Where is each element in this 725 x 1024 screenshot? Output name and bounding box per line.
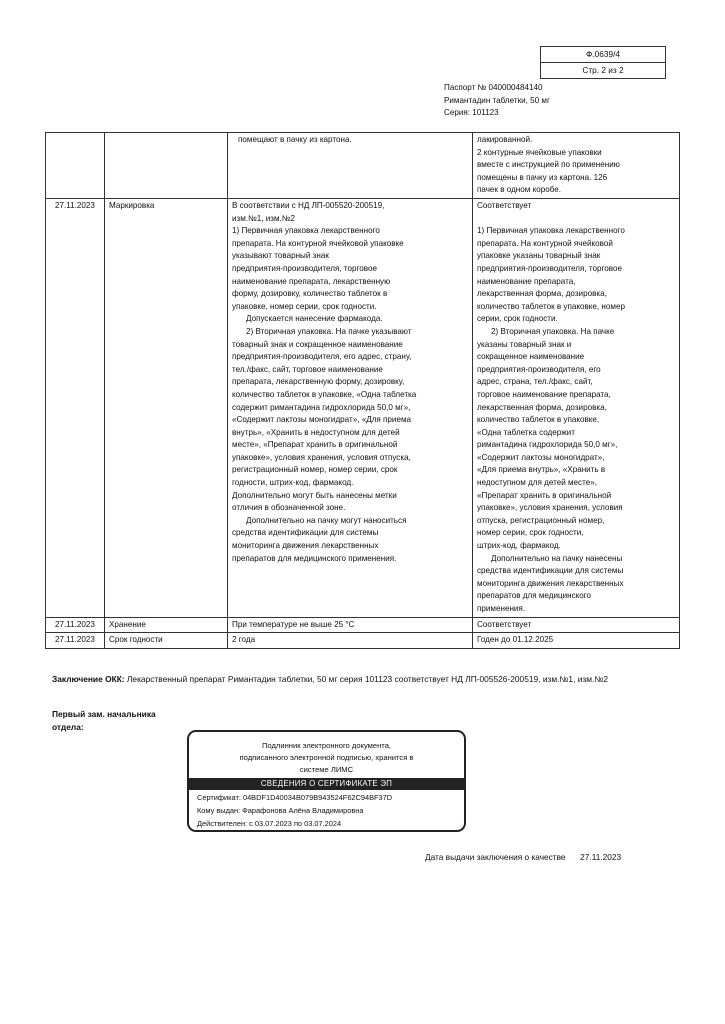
spec-line: годности, штрих-код, фармакод.	[232, 478, 354, 488]
result-line: мониторинга движения лекарственных	[477, 578, 624, 588]
form-code: Ф.0639/4	[586, 49, 620, 59]
date-cell: 27.11.2023	[46, 633, 105, 649]
result-line: лекарственная форма, дозировка,	[477, 289, 607, 299]
product-name: Римантадин таблетки, 50 мг	[444, 95, 550, 105]
spec-line: Дополнительно могут быть нанесены метки	[232, 490, 397, 500]
result-line	[477, 213, 675, 226]
spec-line: предприятия-производителя, его адрес, страну,	[232, 352, 412, 362]
result-line: штрих-код, фармакод.	[477, 541, 561, 551]
passport-header	[444, 82, 550, 120]
spec-line: количество таблеток в упаковке, «Одна таблетка	[232, 389, 417, 399]
spec-line: наименование препарата, лекарственную	[232, 276, 391, 286]
test-name-cell: Маркировка	[105, 199, 228, 618]
result-line: «Для приема внутрь», «Хранить в	[477, 465, 606, 475]
spec-line: внутрь», «Хранить в недоступном для детей	[232, 427, 400, 437]
result-line: лакированной.	[477, 135, 533, 144]
issue-date: 27.11.2023	[580, 852, 622, 862]
batch-number: Серия: 101123	[444, 108, 499, 118]
result-line: наименование препарата,	[477, 276, 576, 286]
spec-line: упаковке, номер серии, срок годности.	[232, 301, 377, 311]
result-cell: Годен до 01.12.2025	[473, 633, 680, 649]
spec-line: товарный знак и сокращенное наименование	[232, 339, 403, 349]
test-results-table	[45, 132, 680, 649]
result-line: серии, срок годности.	[477, 314, 558, 324]
certificate-validity: Действителен: с 03.07.2023 по 03.07.2024	[197, 819, 342, 828]
result-line: предприятия-производителя, его	[477, 364, 601, 374]
spec-line: отличия в обозначенной зоне.	[232, 503, 346, 513]
result-line: упаковке», условия хранения, условия	[477, 503, 623, 513]
spec-line: препарата, лекарственную форму, дозировку,	[232, 377, 405, 387]
result-line: предприятия-производителя, торговое	[477, 263, 622, 273]
result-line: 1) Первичная упаковка лекарственного	[477, 226, 625, 236]
issue-date-label: Дата выдачи заключения о качестве	[425, 852, 566, 862]
table-row	[46, 633, 680, 649]
result-line: недоступном для детей месте»,	[477, 478, 597, 488]
test-name-cell	[105, 133, 228, 199]
result-line: применения.	[477, 604, 526, 613]
result-line: 2) Вторичная упаковка. На пачке	[491, 326, 615, 336]
result-line: «Содержит лактозы моногидрат»,	[477, 452, 605, 462]
result-line: количество таблеток в упаковке,	[477, 415, 600, 425]
page-number: Стр. 2 из 2	[541, 62, 665, 78]
spec-line: Дополнительно на пачку могут наноситься	[246, 515, 407, 525]
result-line: торговое наименование препарата,	[477, 389, 611, 399]
spec-line: 2) Вторичная упаковка. На пачке указывают	[246, 326, 412, 336]
certificate-band: СВЕДЕНИЯ О СЕРТИФИКАТЕ ЭП	[189, 778, 464, 790]
spec-line: месте», «Препарат хранить в оригинальной	[232, 440, 398, 450]
table-row	[46, 133, 680, 199]
spec-line: В соответствии с НД ЛП-005520-200519,	[232, 201, 385, 210]
spec-line: форму, дозировку, количество таблеток в	[232, 289, 388, 299]
spec-line: препарата. На контурной ячейковой упаковке	[232, 238, 404, 248]
spec-cell	[228, 133, 473, 199]
spec-line: регистрационный номер, номер серии, срок	[232, 465, 398, 475]
form-code-box	[540, 46, 666, 79]
result-line: препарата. На контурной ячейковой	[477, 238, 613, 248]
result-line: сокращенное наименование	[477, 352, 585, 362]
spec-line: Допускается нанесение фармакода.	[246, 314, 383, 324]
passport-number: Паспорт № 040000484140	[444, 83, 543, 92]
result-line: упаковке указаны товарный знак	[477, 251, 601, 261]
spec-line: содержит римантадина гидрохлорида 50,0 мг»,	[232, 402, 411, 412]
conclusion-text: Лекарственный препарат Римантадин таблетки, 50 мг серия 101123 соответствует НД ЛП-005526-200519, изм.№1, изм.№2	[124, 674, 608, 684]
result-line: номер серии, срок годности,	[477, 528, 584, 538]
stamp-notice-line: системе ЛИМС	[299, 765, 354, 774]
issue-date-line	[425, 852, 621, 863]
result-line: «Одна таблетка содержит	[477, 427, 575, 437]
stamp-notice-line: подписанного электронной подписью, хранится в	[239, 753, 414, 762]
stamp-notice	[197, 740, 456, 776]
date-cell: 27.11.2023	[46, 617, 105, 633]
result-line: Соответствует	[477, 201, 532, 210]
qc-conclusion	[52, 673, 652, 686]
spec-line: «Содержит лактозы моногидрат», «Для приема	[232, 415, 412, 425]
result-line: количество таблеток в упаковке, номер	[477, 301, 625, 311]
stamp-notice-line: Подлинник электронного документа,	[261, 741, 392, 750]
result-line: лекарственная форма, дозировка,	[477, 402, 607, 412]
spec-line: тел./факс, сайт, торговое наименование	[232, 364, 383, 374]
spec-cell	[228, 199, 473, 618]
spec-cell: 2 года	[228, 633, 473, 649]
result-line: 2 контурные ячейковые упаковки	[477, 147, 602, 157]
result-cell: Соответствует	[473, 617, 680, 633]
spec-line: упаковке», условия хранения, условия отпуска,	[232, 452, 411, 462]
test-name-cell: Срок годности	[105, 633, 228, 649]
result-line: Дополнительно на пачку нанесены	[491, 553, 623, 563]
result-line: адрес, страна, тел./факс, сайт,	[477, 377, 593, 387]
result-line: вместе с инструкцией по применению	[477, 160, 620, 170]
signer-department: отдела:	[52, 722, 84, 733]
result-line: «Препарат хранить в оригинальной	[477, 490, 612, 500]
result-line: средства идентификации для системы	[477, 566, 624, 576]
spec-cell: При температуре не выше 25 °С	[228, 617, 473, 633]
result-line: помещены в пачку из картона. 126	[477, 172, 608, 182]
spec-line: мониторинга движения лекарственных	[232, 541, 379, 551]
date-cell: 27.11.2023	[46, 199, 105, 618]
spec-line: 1) Первичная упаковка лекарственного	[232, 226, 380, 236]
spec-line: средства идентификации для системы	[232, 528, 379, 538]
test-name-cell: Хранение	[105, 617, 228, 633]
table-row	[46, 199, 680, 618]
certificate-id: Сертификат: 04BDF1D40034B079B943524F62C94BF37D	[197, 793, 393, 802]
certificate-details	[197, 791, 392, 830]
result-cell	[473, 199, 680, 618]
date-cell	[46, 133, 105, 199]
certificate-owner: Кому выдан: Фарафонова Алёна Владимировна	[197, 806, 364, 815]
spec-line: препаратов для медицинского применения.	[232, 553, 397, 563]
result-line: препаратов для медицинского	[477, 591, 592, 601]
result-line: пачек в одном коробе.	[477, 185, 562, 195]
spec-line: изм.№1, изм.№2	[232, 213, 295, 223]
spec-text: помещают в пачку из картона.	[238, 135, 352, 144]
signer-block	[52, 708, 156, 735]
result-line: римантадина гидрохлорида 50,0 мг»,	[477, 440, 618, 450]
spec-line: предприятия-производителя, торговое	[232, 263, 377, 273]
result-cell	[473, 133, 680, 199]
spec-line: указывают товарный знак	[232, 251, 329, 261]
signer-title: Первый зам. начальника	[52, 709, 156, 719]
result-line: отпуска, регистрационный номер,	[477, 515, 605, 525]
conclusion-label: Заключение ОКК:	[52, 674, 125, 684]
result-line: указаны товарный знак и	[477, 339, 572, 349]
electronic-signature-stamp	[187, 730, 466, 832]
table-row	[46, 617, 680, 633]
